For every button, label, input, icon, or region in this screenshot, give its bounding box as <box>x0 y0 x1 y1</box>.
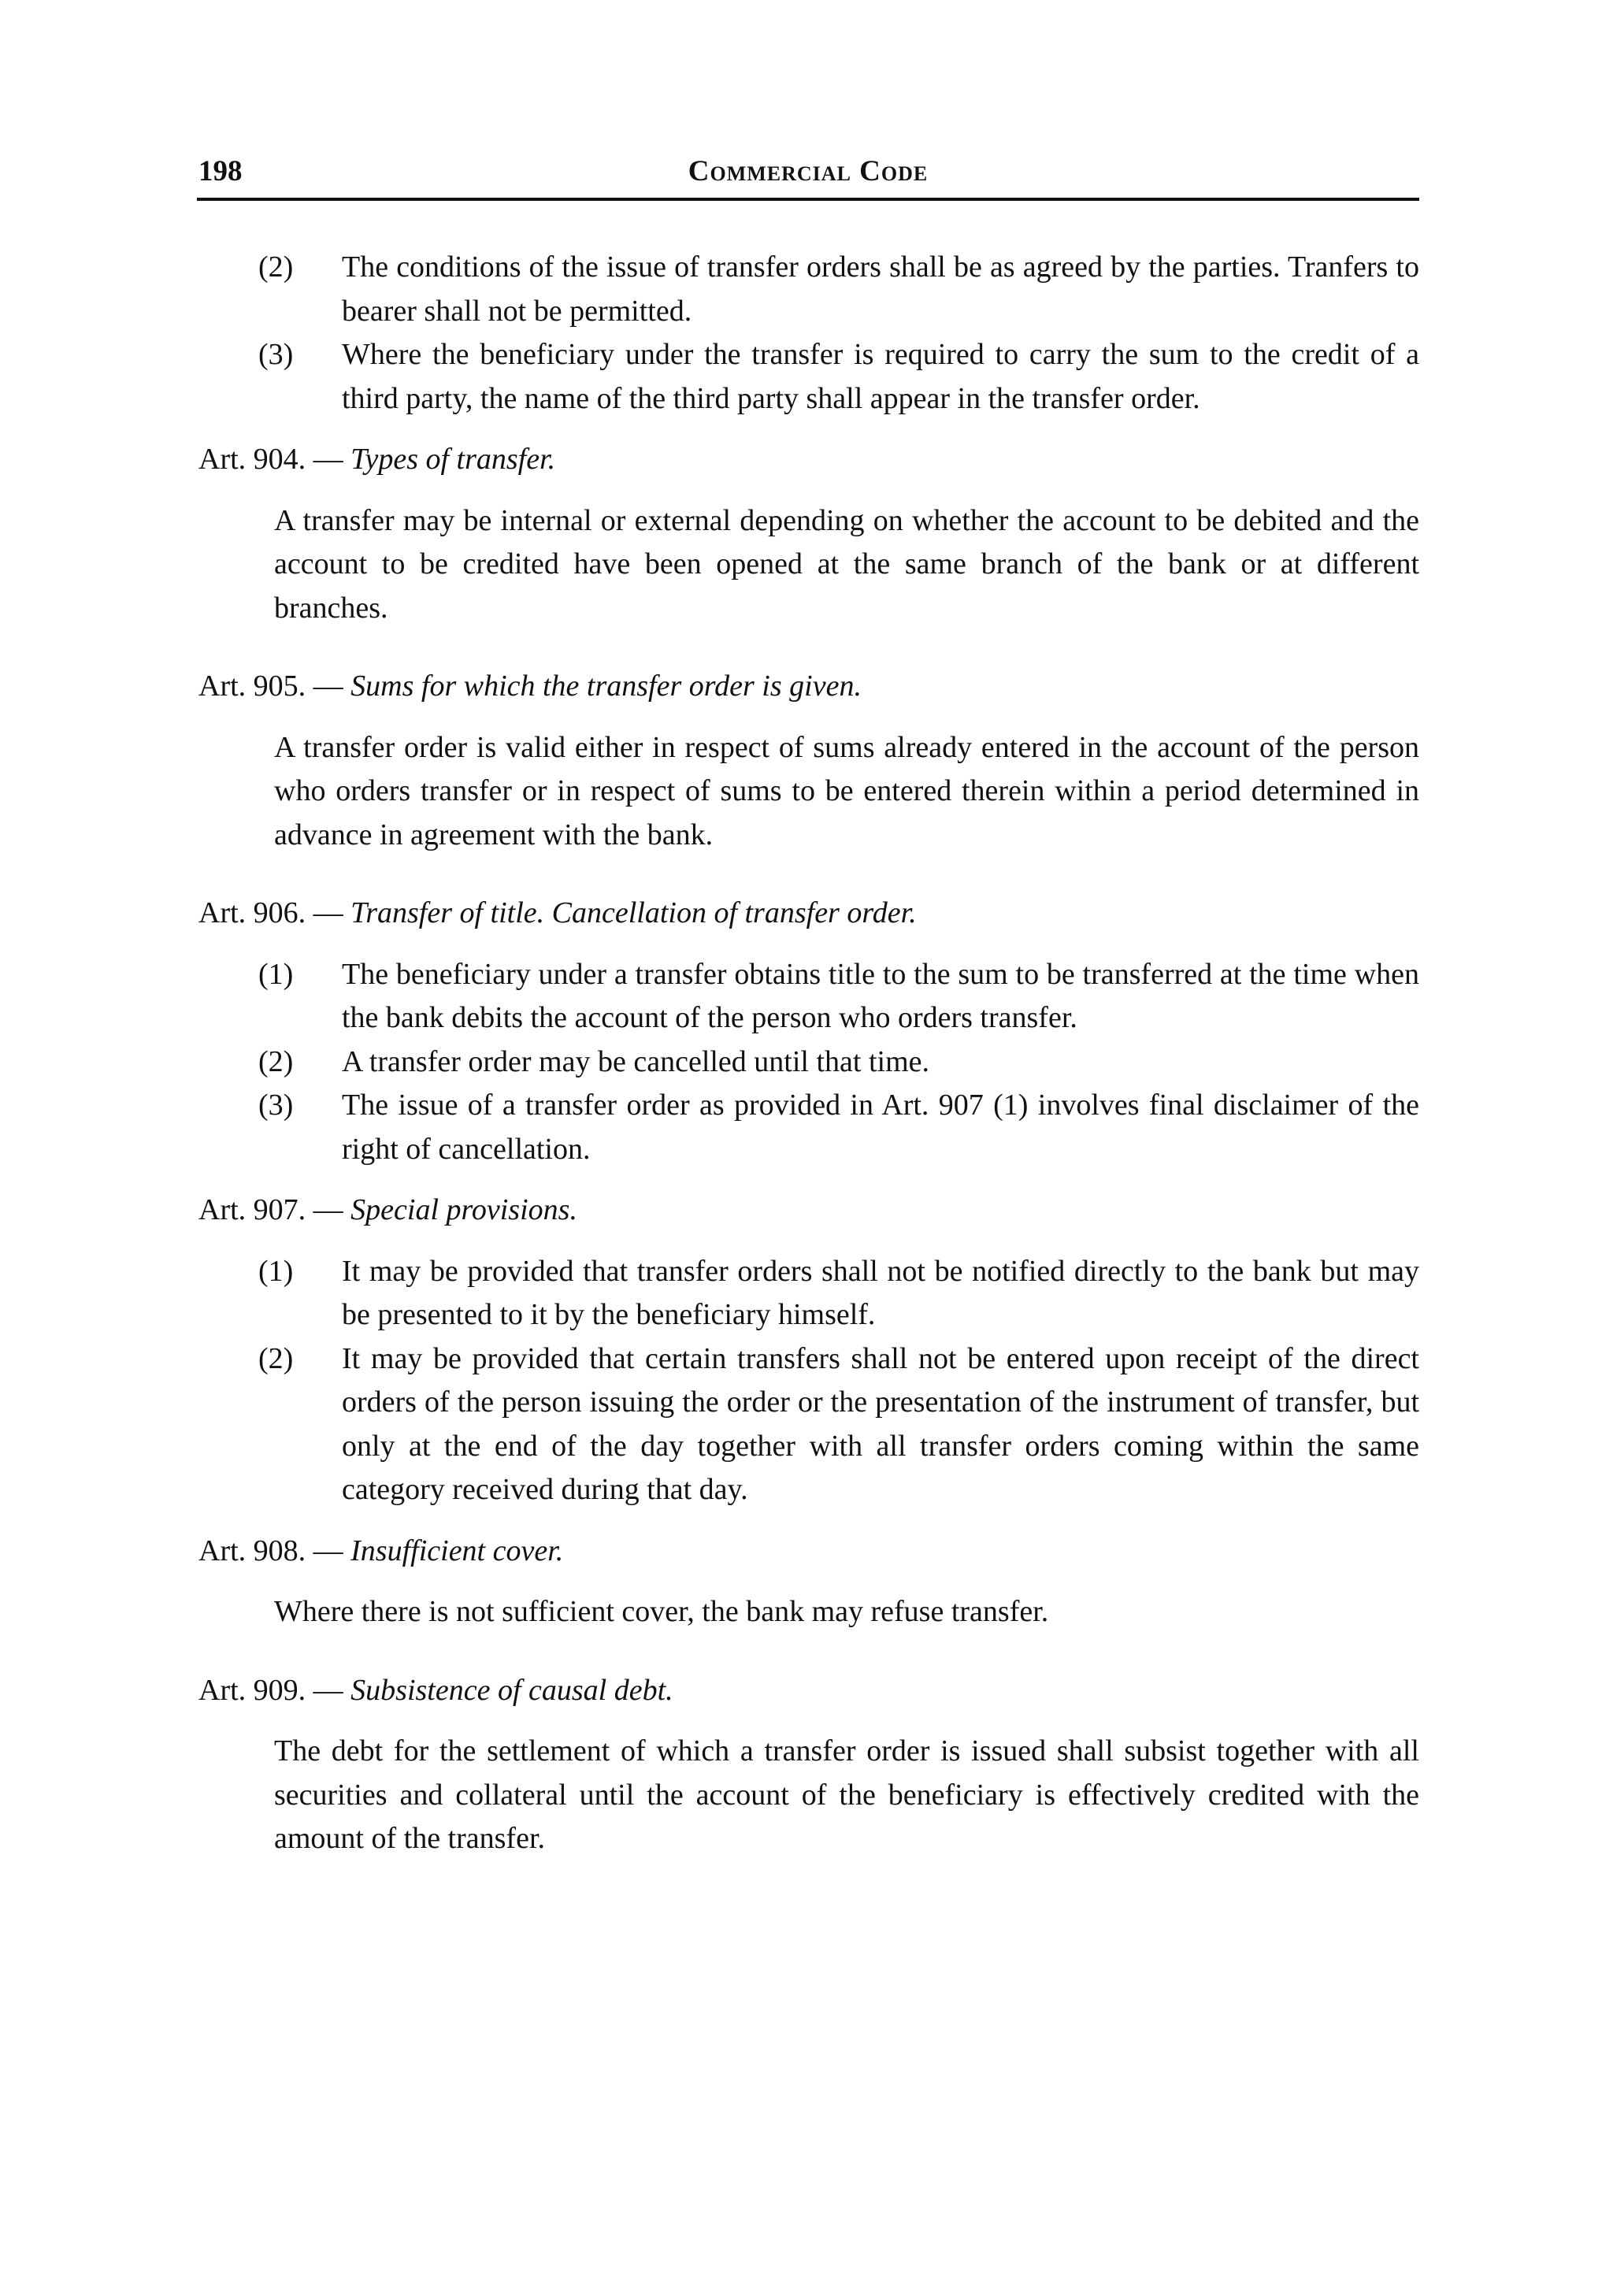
list-item <box>198 1040 1419 1085</box>
document-body <box>198 246 1419 1879</box>
item-text: It may be provided that transfer orders shall not be notified directly to the bank but may be presented to it by the beneficiary himself. <box>342 1254 1419 1331</box>
item-text: The beneficiary under a transfer obtains title to the sum to be transferred at the time when the bank debits the account of the person who orders transfer. <box>342 957 1419 1034</box>
list-item <box>198 1337 1419 1512</box>
list-item <box>198 953 1419 1040</box>
article-heading-905 <box>198 647 1419 726</box>
item-text: The conditions of the issue of transfer orders shall be as agreed by the parties. Tranfers to bearer shall not be permitted. <box>342 250 1419 328</box>
item-number: (3) <box>258 338 294 371</box>
article-label: Art. 905. — <box>198 670 343 703</box>
item-number: (2) <box>258 1044 294 1078</box>
list-item <box>198 246 1419 333</box>
page-number: 198 <box>198 155 243 187</box>
article-label: Art. 909. — <box>198 1673 343 1707</box>
article-label: Art. 906. — <box>198 896 343 929</box>
item-number: (2) <box>258 1341 294 1375</box>
article-heading-906 <box>198 874 1419 953</box>
article-heading-904 <box>198 421 1419 499</box>
list-item <box>198 1250 1419 1337</box>
article-paragraph: The debt for the settlement of which a transfer order is issued shall subsist together with all securities and collateral until the account of the beneficiary is effectively credited with the amount of the transfer. <box>274 1734 1419 1855</box>
list-item <box>198 333 1419 421</box>
article-title: Types of transfer. <box>350 443 556 476</box>
header-rule <box>197 198 1419 201</box>
item-number: (1) <box>258 957 294 991</box>
item-text: A transfer order may be cancelled until that time. <box>342 1044 929 1078</box>
item-number: (3) <box>258 1089 294 1122</box>
article-label: Art. 907. — <box>198 1193 343 1226</box>
item-number: (1) <box>258 1254 294 1288</box>
article-paragraph: Where there is not sufficient cover, the bank may refuse transfer. <box>274 1595 1049 1628</box>
article-title: Transfer of title. Cancellation of transfer order. <box>350 896 917 929</box>
article-label: Art. 904. — <box>198 443 343 476</box>
item-number: (2) <box>258 250 294 284</box>
item-text: Where the beneficiary under the transfer is required to carry the sum to the credit of a third party, the name of the third party shall appear in the transfer order. <box>342 338 1419 415</box>
article-label: Art. 908. — <box>198 1534 343 1567</box>
article-heading-909 <box>198 1652 1419 1730</box>
article-heading-907 <box>198 1171 1419 1250</box>
article-paragraph: A transfer order is valid either in respect of sums already entered in the account of the person who orders transfer or in respect of sums to be entered therein within a period determined in advance in agreement with the bank. <box>274 730 1419 851</box>
article-paragraph: A transfer may be internal or external depending on whether the account to be debited and the account to be credited have been opened at the same branch of the bank or at different branches. <box>274 503 1419 625</box>
item-text: The issue of a transfer order as provided in Art. 907 (1) involves final disclaimer of the right of cancellation. <box>342 1089 1419 1166</box>
article-title: Subsistence of causal debt. <box>350 1673 673 1707</box>
article-title: Special provisions. <box>350 1193 577 1226</box>
article-title: Sums for which the transfer order is given. <box>350 670 862 703</box>
page-header <box>198 154 1418 198</box>
list-item <box>198 1084 1419 1171</box>
item-text: It may be provided that certain transfers shall not be entered upon receipt of the direct orders of the person issuing the order or the presentation of the instrument of transfer, but only at the end of the day together with all transfer orders coming within the same category received during that day. <box>342 1341 1419 1506</box>
running-head: Commercial Code <box>688 155 929 187</box>
article-heading-908 <box>198 1512 1419 1591</box>
article-title: Insufficient cover. <box>350 1534 564 1567</box>
